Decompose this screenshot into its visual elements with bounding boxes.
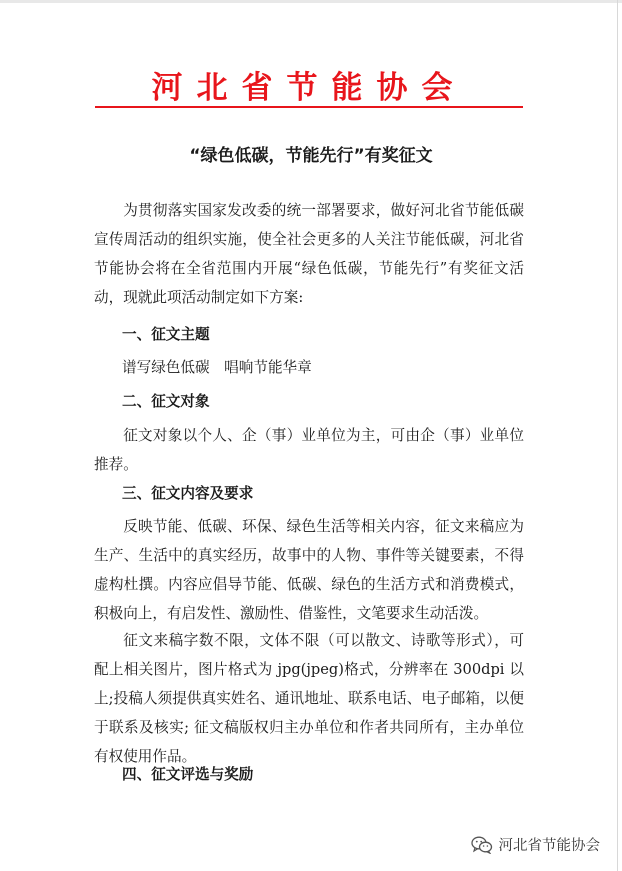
section-heading-requirements: 三、征文内容及要求 <box>122 485 254 502</box>
requirements-paragraph-1: 反映节能、低碳、环保、绿色生活等相关内容，征文来稿应为生产、生活中的真实经历，故事中的人物、事件等关键要素，不得虚构杜撰。内容应倡导节能、低碳、绿色的生活方式和消费模式，积极向上，有启发性、激励性、借鉴性，文笔要求生动活泼。 <box>94 518 524 622</box>
intro-paragraph: 为贯彻落实国家发改委的统一部署要求，做好河北省节能低碳宣传周活动的组织实施，使全社会更多的人关注节能低碳，河北省节能协会将在全省范围内开展“绿色低碳，节能先行”有奖征文活动，现就此项活动制定如下方案: <box>94 202 524 306</box>
theme-text: 谱写绿色低碳 唱响节能华章 <box>122 359 312 376</box>
requirements-paragraph-2: 征文来稿字数不限，文体不限（可以散文、诗歌等形式），可配上相关图片，图片格式为 jpg(jpeg)格式，分辨率在 300dpi 以上;投稿人须提供真实姓名、通讯地址、联系电话、电子邮箱，以便于联系及核实; 征文稿版权归主办单位和作者共同所有，主办单位有权使用作品。 <box>94 632 524 765</box>
document-title: “绿色低碳，节能先行”有奖征文 <box>189 146 433 166</box>
page-right-border <box>617 0 618 871</box>
wechat-watermark <box>471 834 601 855</box>
watermark-label: 河北省节能协会 <box>498 838 600 854</box>
section-heading-theme: 一、征文主题 <box>122 326 210 343</box>
page-top-border <box>0 0 622 3</box>
header-red-rule <box>95 106 523 108</box>
section-heading-audience: 二、征文对象 <box>122 393 210 410</box>
audience-paragraph: 征文对象以个人、企（事）业单位为主，可由企（事）业单位推荐。 <box>94 427 524 473</box>
wechat-icon <box>471 836 493 854</box>
org-header-title: 河北省节能协会 <box>151 70 467 106</box>
section-heading-awards: 四、征文评选与奖励 <box>122 766 254 783</box>
